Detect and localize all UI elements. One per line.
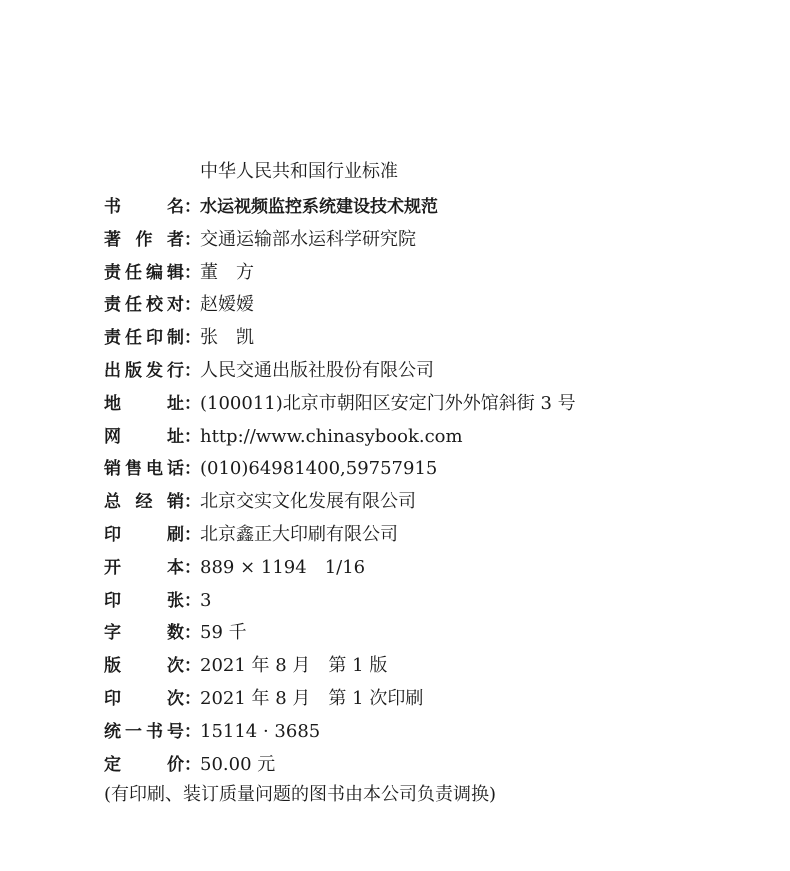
imprint-label: 责 任 印 制	[104, 328, 184, 349]
imprint-row	[104, 750, 744, 783]
imprint-colon: ：	[184, 360, 201, 381]
imprint-value: 水运视频监控系统建设技术规范	[200, 197, 438, 217]
imprint-label: 字 数	[104, 623, 184, 644]
imprint-row	[104, 323, 744, 356]
imprint-label: 印 张	[104, 590, 184, 611]
imprint-row	[104, 586, 744, 619]
imprint-value: 北京交实文化发展有限公司	[200, 491, 416, 513]
imprint-colon: ：	[184, 426, 201, 447]
imprint-label: 销 售 电 话	[104, 459, 184, 480]
imprint-label: 开 本	[104, 557, 184, 578]
imprint-colon: ：	[184, 262, 201, 283]
imprint-value: 3	[200, 589, 212, 611]
imprint-row	[104, 487, 744, 520]
imprint-row	[104, 258, 744, 291]
imprint-list	[104, 192, 744, 782]
imprint-row	[104, 618, 744, 651]
imprint-label: 书 名	[104, 197, 184, 217]
imprint-row	[104, 520, 744, 553]
imprint-row	[104, 684, 744, 717]
imprint-colon: ：	[184, 328, 201, 349]
imprint-row	[104, 422, 744, 455]
imprint-colon: ：	[184, 721, 201, 742]
imprint-colon: ：	[184, 557, 201, 578]
imprint-label: 版 次	[104, 656, 184, 677]
imprint-label: 网 址	[104, 426, 184, 447]
imprint-value: 张 凯	[200, 327, 254, 349]
imprint-label: 印 刷	[104, 524, 184, 545]
imprint-colon: ：	[184, 295, 201, 316]
imprint-label: 统 一 书 号	[104, 721, 184, 742]
imprint-colon: ：	[184, 459, 201, 480]
imprint-row	[104, 717, 744, 750]
imprint-colon: ：	[184, 754, 201, 775]
imprint-value: 2021 年 8 月 第 1 次印刷	[200, 687, 424, 709]
imprint-value: 人民交通出版社股份有限公司	[200, 359, 434, 381]
imprint-label: 定 价	[104, 754, 184, 775]
quality-note: (有印刷、装订质量问题的图书由本公司负责调换)	[104, 784, 497, 805]
imprint-colon: ：	[184, 590, 201, 611]
imprint-row	[104, 389, 744, 422]
imprint-label: 总 经 销	[104, 492, 184, 513]
imprint-value: 交通运输部水运科学研究院	[200, 228, 416, 250]
imprint-colon: ：	[184, 197, 201, 217]
imprint-label: 责 任 校 对	[104, 295, 184, 316]
imprint-colon: ：	[184, 688, 201, 709]
imprint-value: http://www.chinasybook.com	[200, 425, 463, 447]
imprint-value: 889 × 1194 1/16	[200, 556, 366, 578]
imprint-row	[104, 290, 744, 323]
imprint-value: 15114 · 3685	[200, 720, 321, 742]
imprint-row	[104, 454, 744, 487]
imprint-value: 赵嫒嫒	[200, 294, 254, 316]
imprint-label: 地 址	[104, 393, 184, 414]
imprint-row	[104, 651, 744, 684]
imprint-row	[104, 192, 744, 225]
imprint-value: 59 千	[200, 622, 247, 644]
imprint-value: 北京鑫正大印刷有限公司	[200, 523, 398, 545]
imprint-value: 董 方	[200, 261, 254, 283]
imprint-row	[104, 356, 744, 389]
imprint-label: 出 版 发 行	[104, 360, 184, 381]
imprint-value: 2021 年 8 月 第 1 版	[200, 655, 388, 677]
imprint-value: (100011)北京市朝阳区安定门外外馆斜街 3 号	[200, 392, 576, 414]
imprint-label: 印 次	[104, 688, 184, 709]
imprint-label: 著 作 者	[104, 229, 184, 250]
series-title: 中华人民共和国行业标准	[200, 161, 398, 182]
imprint-row	[104, 225, 744, 258]
imprint-colon: ：	[184, 492, 201, 513]
imprint-colon: ：	[184, 656, 201, 677]
imprint-value: (010)64981400,59757915	[200, 458, 438, 480]
imprint-value: 50.00 元	[200, 753, 276, 775]
imprint-label: 责 任 编 辑	[104, 262, 184, 283]
imprint-colon: ：	[184, 524, 201, 545]
imprint-row	[104, 553, 744, 586]
imprint-colon: ：	[184, 229, 201, 250]
imprint-colon: ：	[184, 623, 201, 644]
imprint-colon: ：	[184, 393, 201, 414]
